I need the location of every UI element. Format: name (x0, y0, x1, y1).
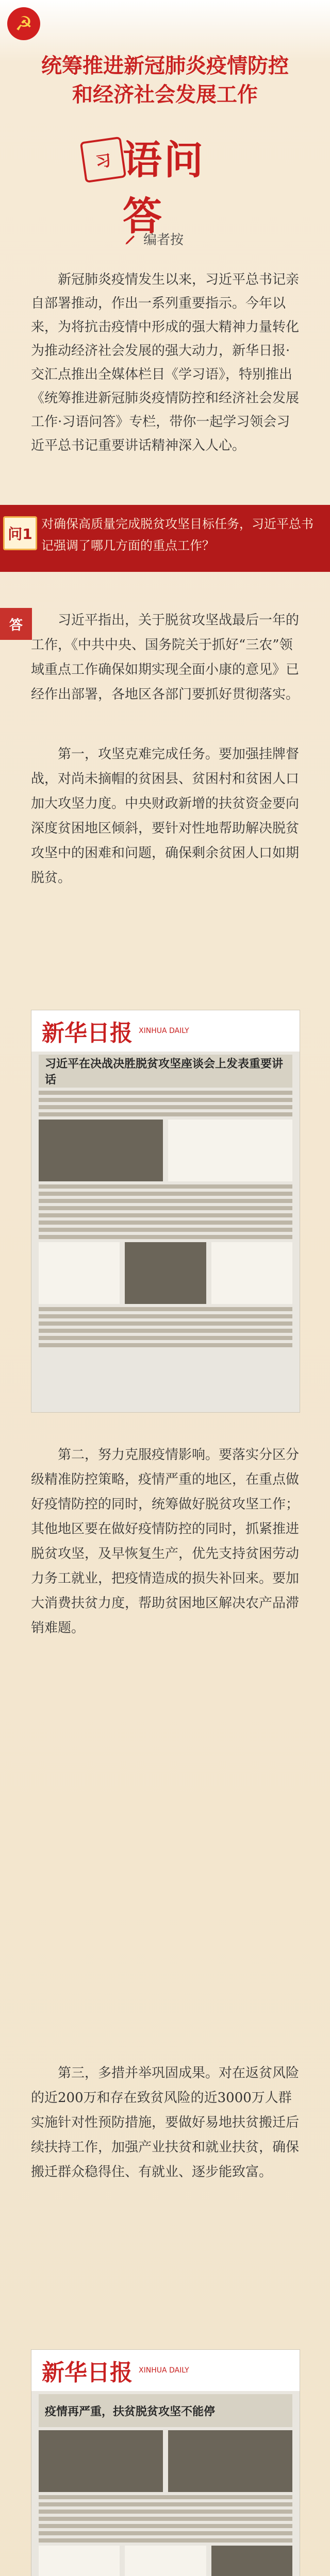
newspaper-logo: 新华日报 (42, 2360, 133, 2386)
logo-seal: 习 (80, 137, 126, 183)
newspaper-image (31, 2349, 300, 2576)
party-emblem-icon: ☭ (7, 7, 40, 40)
text-lines (39, 1307, 292, 1347)
newspaper-headline: 疫情再严重，扶贫脱贫攻坚不能停 (39, 2394, 292, 2427)
title-line-1: 统筹推进新冠肺炎疫情防控 (41, 54, 289, 78)
pen-icon (124, 232, 138, 246)
question-text: 对确保高质量完成脱贫攻坚目标任务，习近平总书记强调了哪几方面的重点工作？ (41, 517, 314, 553)
newspaper-logo-sub: XINHUA DAILY (139, 1027, 189, 1035)
newspaper-image (31, 1010, 300, 1413)
newspaper-photos (39, 2546, 292, 2576)
answer-paragraph: 第三，多措并举巩固成果。对在返贫风险的近200万和存在致贫风险的近3000万人群实施针对性预防措施，要做好易地扶贫搬迁后续扶持工作，加强产业扶贫和就业扶贫，确保搬迁群众稳得住、有就业、逐步能致富。 (31, 2065, 300, 2180)
text-lines (39, 2495, 292, 2543)
answer-paragraph: 习近平指出，关于脱贫攻坚战最后一年的工作，《中共中央、国务院关于抓好“三农”领域重点工作确保如期实现全面小康的意见》已经作出部署，各地区各部门要抓好贯彻落实。 (31, 613, 300, 702)
newspaper-masthead (31, 2350, 300, 2391)
newspaper-photos (39, 2430, 292, 2492)
newspaper-photos (39, 1120, 292, 1181)
newspaper-masthead (31, 1010, 300, 1052)
hero-title (10, 52, 320, 109)
editor-note-header (124, 229, 184, 248)
column-logo (94, 129, 237, 239)
intro-paragraph: 新冠肺炎疫情发生以来，习近平总书记亲自部署推动，作出一系列重要指示。今年以来，为将抗击疫情中形成的强大精神力量转化为推动经济社会发展的强大动力，新华日报·交汇点推出全媒体栏目《学习语》，特别推出《统筹推进新冠肺炎疫情防控和经济社会发展工作·习语问答》专栏，带你一起学习领会习近平总书记重要讲话精神深入人心。 (31, 272, 300, 453)
answer-tag: 答 (0, 608, 32, 640)
question-tag: 问1 (3, 516, 37, 550)
question-block (0, 505, 330, 572)
newspaper-logo-sub: XINHUA DAILY (139, 2366, 189, 2375)
newspaper-headline: 习近平在决战决胜脱贫攻坚座谈会上发表重要讲话 (39, 1055, 292, 1088)
logo-text: 语问答 (123, 137, 205, 239)
text-lines (39, 1091, 292, 1116)
editor-label: 编者按 (143, 232, 184, 248)
answer-paragraph: 第二，努力克服疫情影响。要落实分区分级精准防控策略，疫情严重的地区，在重点做好疫情防控的同时，统筹做好脱贫攻坚工作；其他地区要在做好疫情防控的同时，抓紧推进脱贫攻坚，及早恢复生产，优先支持贫困劳动力务工就业，把疫情造成的损失补回来。要加大消费扶贫力度，帮助贫困地区解决农产品滞销难题。 (31, 1447, 300, 1636)
newspaper-photos (39, 1242, 292, 1304)
title-line-2: 和经济社会发展工作 (72, 82, 258, 107)
answer-paragraph: 第一，攻坚克难完成任务。要加强挂牌督战，对尚未摘帽的贫困县、贫困村和贫困人口加大攻坚力度。中央财政新增的扶贫资金要向深度贫困地区倾斜，要针对性地帮助解决脱贫攻坚中的困难和问题，确保剩余贫困人口如期脱贫。 (31, 747, 300, 886)
newspaper-logo: 新华日报 (42, 1020, 133, 1046)
text-lines (39, 1184, 292, 1239)
